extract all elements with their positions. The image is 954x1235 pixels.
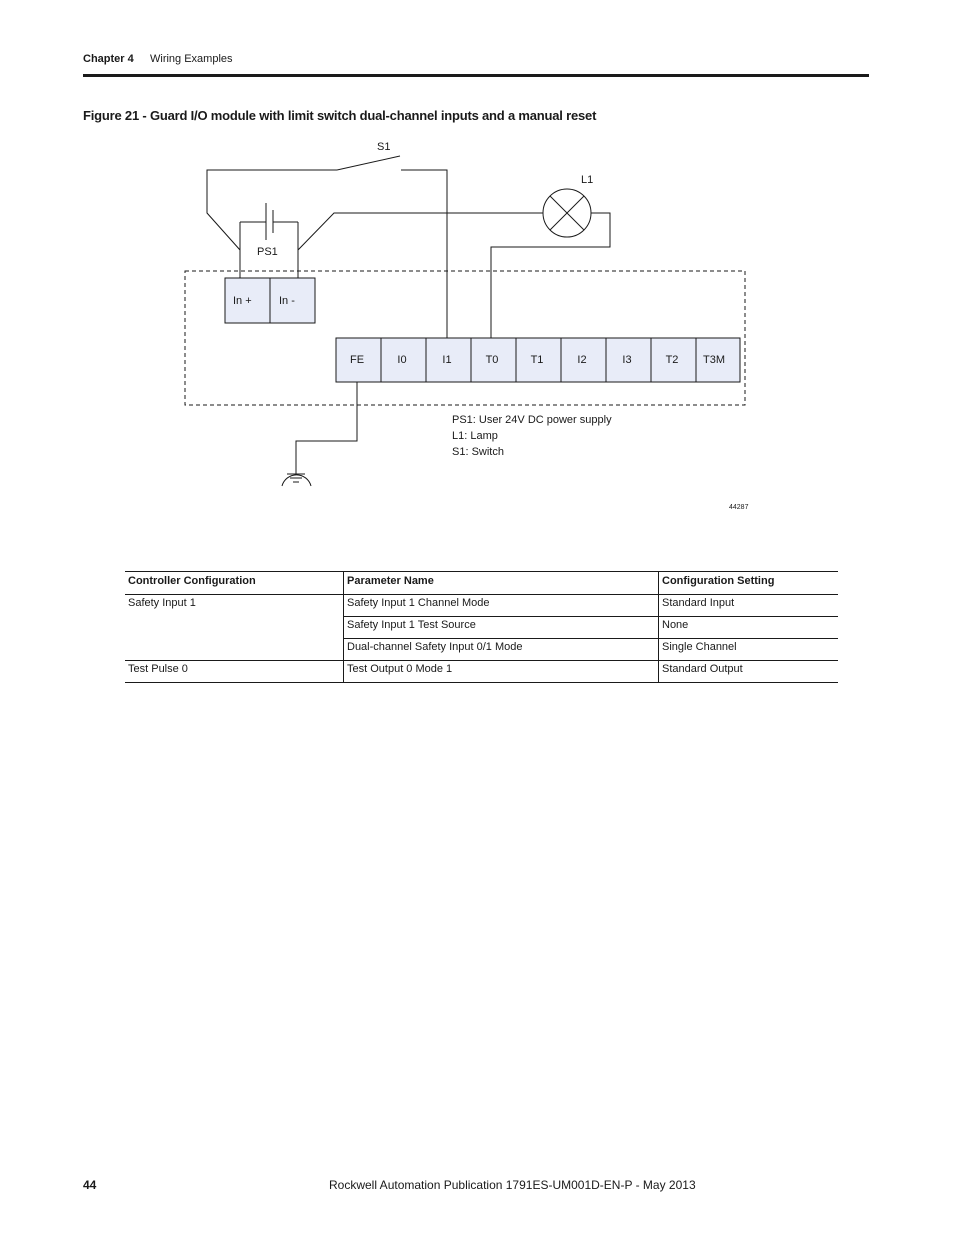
cell-config: [125, 639, 344, 661]
table-row: [125, 617, 838, 639]
terminal-label-i2: I2: [577, 354, 587, 366]
cell-param: Safety Input 1 Channel Mode: [344, 595, 659, 617]
wire-lamp-to-t0: [491, 213, 610, 338]
figure-title: Figure 21 - Guard I/O module with limit switch dual-channel inputs and a manual reset: [83, 108, 597, 123]
terminal-label-in-minus: In -: [279, 295, 295, 307]
section-label: Wiring Examples: [150, 53, 233, 65]
wire-s1-to-i1: [401, 170, 447, 338]
column-header-controller-configuration: Controller Configuration: [125, 572, 344, 595]
publication-info: Rockwell Automation Publication 1791ES-UM001D-EN-P - May 2013: [329, 1178, 696, 1192]
switch-s1-blade: [337, 156, 400, 170]
terminal-label-fe: FE: [349, 354, 365, 366]
cell-config: Test Pulse 0: [125, 661, 344, 683]
configuration-table: [125, 571, 838, 683]
column-header-configuration-setting: Configuration Setting: [659, 572, 839, 595]
cell-setting: Single Channel: [659, 639, 839, 661]
table-row: [125, 639, 838, 661]
terminal-label-t2: T2: [665, 354, 679, 366]
terminal-label-i0: I0: [397, 354, 407, 366]
table-header-row: [125, 572, 838, 595]
legend-ps1: PS1: User 24V DC power supply: [452, 414, 612, 426]
wiring-diagram: [0, 0, 954, 560]
cell-setting: Standard Input: [659, 595, 839, 617]
label-l1: L1: [581, 174, 594, 186]
cell-param: Test Output 0 Mode 1: [344, 661, 659, 683]
column-header-parameter-name: Parameter Name: [344, 572, 659, 595]
legend-l1: L1: Lamp: [452, 430, 498, 442]
terminal-label-t3m: T3M: [703, 354, 725, 366]
figure-id: 44287: [729, 504, 749, 511]
page-number: 44: [83, 1178, 97, 1192]
label-ps1: PS1: [257, 246, 278, 258]
cell-param: Safety Input 1 Test Source: [344, 617, 659, 639]
ground-arc: [282, 475, 311, 486]
cell-setting: None: [659, 617, 839, 639]
cell-config: Safety Input 1: [125, 595, 344, 617]
table-row: [125, 661, 838, 683]
cell-setting: Standard Output: [659, 661, 839, 683]
table-row: [125, 595, 838, 617]
cell-config: [125, 617, 344, 639]
wire-in-plus-to-s1: [207, 170, 337, 250]
cell-param: Dual-channel Safety Input 0/1 Mode: [344, 639, 659, 661]
terminal-label-t1: T1: [530, 354, 544, 366]
terminal-label-in-plus: In +: [233, 295, 252, 307]
label-s1: S1: [377, 141, 391, 153]
terminal-label-i1: I1: [442, 354, 452, 366]
legend-s1: S1: Switch: [452, 446, 504, 458]
wire-fe-to-ground: [296, 382, 357, 474]
terminal-label-t0: T0: [485, 354, 499, 366]
chapter-label: Chapter 4: [83, 53, 134, 65]
wire-in-minus-to-lamp: [298, 213, 543, 250]
terminal-label-i3: I3: [622, 354, 632, 366]
